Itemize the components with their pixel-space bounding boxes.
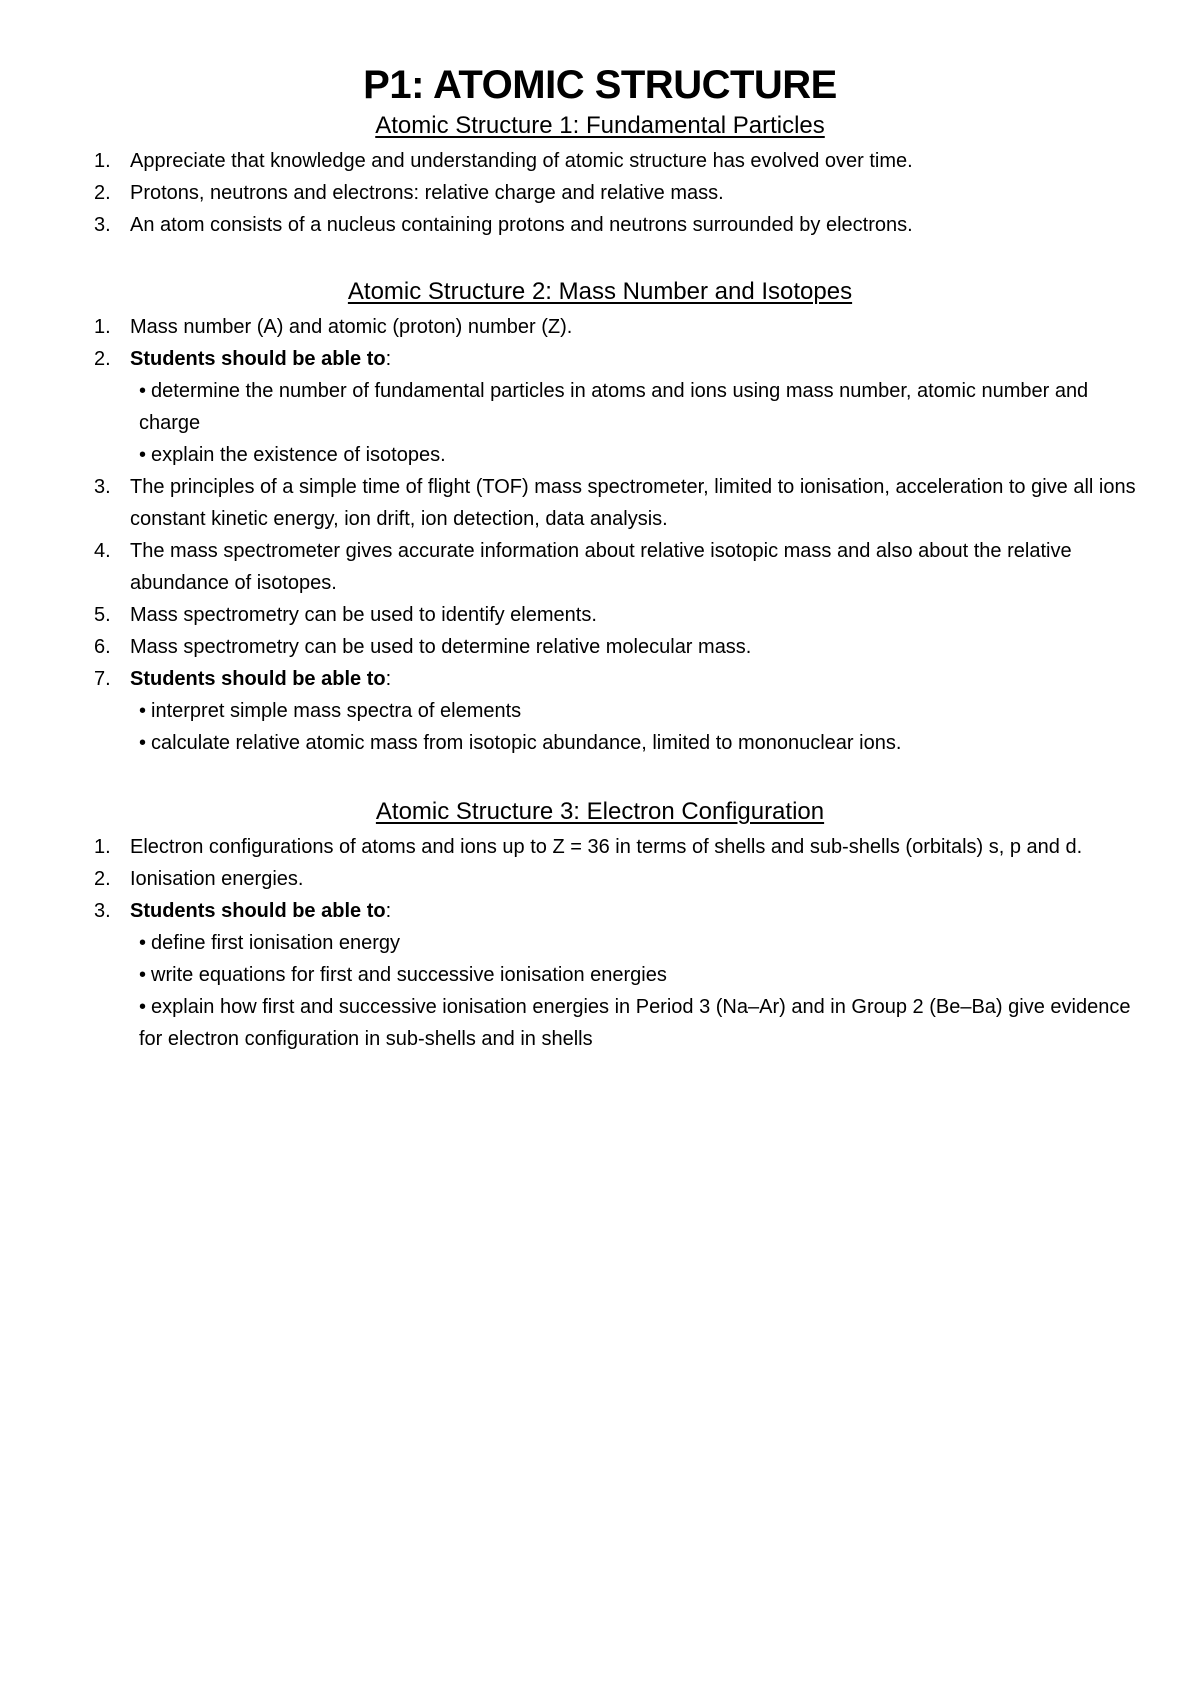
list-item [0, 343, 1200, 471]
item-number: 3. [94, 900, 111, 922]
item-text: Mass spectrometry can be used to identify elements. [130, 604, 597, 626]
item-number: 2. [94, 868, 111, 890]
item-number: 7. [94, 668, 111, 690]
section-list-mass-number-isotopes [0, 311, 1200, 759]
sub-bullet-item [130, 927, 1144, 959]
item-lead-text: Students should be able to [130, 668, 386, 690]
sub-bullet-text: explain the existence of isotopes. [151, 444, 446, 466]
list-item [0, 663, 1200, 759]
list-item [0, 895, 1200, 1055]
item-text: Protons, neutrons and electrons: relative charge and relative mass. [130, 182, 724, 204]
bullet-icon: • [139, 700, 147, 722]
list-item [0, 209, 1200, 241]
item-text: Mass number (A) and atomic (proton) number (Z). [130, 316, 573, 338]
item-text: The principles of a simple time of flight (TOF) mass spectrometer, limited to ionisation, acceleration to give all ions constant kinetic energy, ion drift, ion detection, data analysis. [130, 476, 1136, 530]
sub-bullet-text: explain how first and successive ionisation energies in Period 3 (Na–Ar) and in Group 2 (Be–Ba) give evidence for electron configuration in sub-shells and in shells [139, 996, 1131, 1050]
sub-bullet-text: define first ionisation energy [151, 932, 401, 954]
item-lead-colon: : [385, 348, 392, 370]
bullet-icon: • [139, 932, 147, 954]
list-item [0, 145, 1200, 177]
item-number: 6. [94, 636, 111, 658]
item-text: The mass spectrometer gives accurate information about relative isotopic mass and also about the relative abundance of isotopes. [130, 540, 1072, 594]
item-number: 4. [94, 540, 111, 562]
list-item [0, 631, 1200, 663]
bullet-icon: • [139, 444, 147, 466]
item-number: 3. [94, 214, 111, 236]
item-number: 2. [94, 182, 111, 204]
item-lead-text: Students should be able to [130, 348, 386, 370]
list-item [0, 177, 1200, 209]
list-item [0, 535, 1200, 599]
sub-bullet-item [130, 959, 1144, 991]
sub-bullet-text: write equations for first and successive ionisation energies [151, 964, 667, 986]
bullet-icon: • [139, 964, 147, 986]
item-text: An atom consists of a nucleus containing protons and neutrons surrounded by electrons. [130, 214, 913, 236]
section-heading-fundamental-particles: Atomic Structure 1: Fundamental Particles [375, 112, 825, 139]
item-lead-colon: : [385, 668, 392, 690]
item-number: 1. [94, 316, 111, 338]
list-item [0, 863, 1200, 895]
sub-bullet-item [130, 695, 1144, 727]
list-item [0, 831, 1200, 863]
section-heading-electron-configuration: Atomic Structure 3: Electron Configuration [375, 798, 825, 825]
item-number: 1. [94, 150, 111, 172]
sub-bullet-item [130, 439, 1144, 471]
item-number: 3. [94, 476, 111, 498]
list-item [0, 471, 1200, 535]
sub-bullet-text: calculate relative atomic mass from isotopic abundance, limited to mononuclear ions. [151, 732, 902, 754]
item-text: Electron configurations of atoms and ions up to Z = 36 in terms of shells and sub-shells (orbitals) s, p and d. [130, 836, 1083, 858]
page-title: P1: ATOMIC STRUCTURE [363, 63, 837, 107]
item-text: Mass spectrometry can be used to determine relative molecular mass. [130, 636, 752, 658]
bullet-icon: • [139, 996, 147, 1018]
sub-bullet-text: interpret simple mass spectra of elements [151, 700, 522, 722]
bullet-icon: • [139, 732, 147, 754]
section-list-electron-configuration [0, 831, 1200, 1055]
item-lead-colon: : [385, 900, 392, 922]
item-text: Appreciate that knowledge and understanding of atomic structure has evolved over time. [130, 150, 913, 172]
item-number: 2. [94, 348, 111, 370]
item-number: 1. [94, 836, 111, 858]
sub-bullet-item [130, 727, 1144, 759]
item-lead-text: Students should be able to [130, 900, 386, 922]
item-number: 5. [94, 604, 111, 626]
section-heading-mass-number-isotopes: Atomic Structure 2: Mass Number and Isotopes [347, 278, 853, 305]
list-item [0, 311, 1200, 343]
section-list-fundamental-particles [0, 145, 1200, 241]
item-text: Ionisation energies. [130, 868, 304, 890]
sub-bullet-item [130, 375, 1144, 439]
sub-bullet-item [130, 991, 1144, 1055]
list-item [0, 599, 1200, 631]
bullet-icon: • [139, 380, 147, 402]
sub-bullet-text: determine the number of fundamental particles in atoms and ions using mass number, atomic number and charge [139, 380, 1089, 434]
